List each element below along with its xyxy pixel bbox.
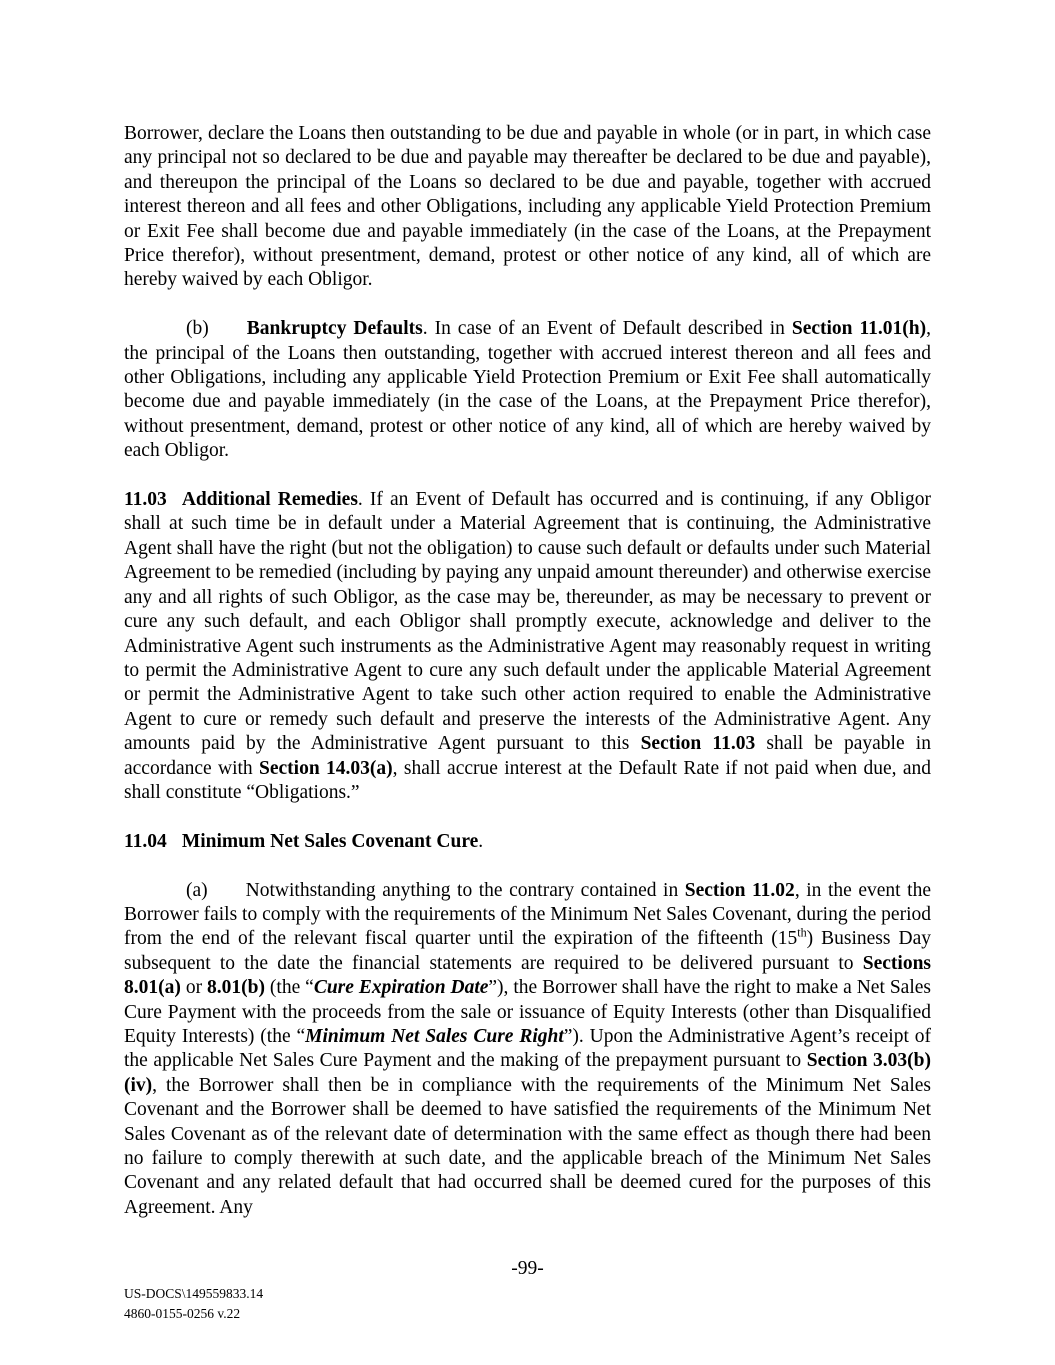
text-run: Section 11.02 xyxy=(684,879,795,901)
text-run: 11.04 xyxy=(124,830,167,852)
text-run: , shall accrue interest at the Default Rate if not paid when due, and shall constitute “Obligations.” xyxy=(124,757,932,803)
text-run: 11.03 xyxy=(124,489,167,511)
text-run: , the principal of the Loans then outstanding, together with accrued interest thereon and all fees and other Obligations, including any applicable Yield Protection Premium or Exit Fee shall automatically become due and payable immediately (in the case of the Loans, at the Prepayment Price therefor), without presentment, demand, protest or other notice of any kind, all of which are hereby waived by each Obligor. xyxy=(124,318,931,462)
text-run: (a) xyxy=(186,879,208,901)
footer-document-codes xyxy=(124,1284,263,1324)
text-run: Section 3.03(b)(iv) xyxy=(124,1050,932,1096)
document-body xyxy=(124,122,931,1245)
text-run: Bankruptcy Defaults xyxy=(246,318,423,340)
text-run: shall be payable in accordance with xyxy=(124,733,931,779)
text-run: ”). Upon the Administrative Agent’s receipt of the applicable Net Sales Cure Payment and the making of the prepayment pursuant to xyxy=(124,1025,931,1072)
paragraph-net-sales-cure xyxy=(124,879,931,1221)
text-run: th xyxy=(797,925,807,940)
text-run: Minimum Net Sales Covenant Cure xyxy=(181,830,479,852)
text-run: Notwithstanding anything to the contrary contained in xyxy=(245,879,685,901)
text-run: Sections 8.01(a) xyxy=(124,952,931,999)
text-run: Section 11.01(h) xyxy=(791,318,927,340)
paragraph-bankruptcy-defaults xyxy=(124,317,931,463)
text-run: Section 11.03 xyxy=(640,733,756,755)
footer-doc-code-line1: US-DOCS\149559833.14 xyxy=(124,1286,264,1301)
text-run: . If an Event of Default has occurred and is continuing, if any Obligor shall at such time be in default under a Material Agreement that is continuing, the Administrative Agent shall have the right (but not the obligation) to cause such default or defaults under such Material Agreement to be remedied (including by paying any unpaid amount thereunder) and otherwise exercise any and all rights of such Obligor, as the case may be, thereunder, as may be necessary to prevent or cure any such default, and each Obligor shall promptly execute, acknowledge and deliver to the Administrative Agent such instruments as the Administrative Agent may reasonably request in writing to permit the Administrative Agent to cure any such default under the applicable Material Agreement or permit the Administrative Agent to take such other action required to enable the Administrative Agent to cure or remedy such default and preserve the interests of the Administrative Agent. Any amounts paid by the Administrative Agent pursuant to this xyxy=(124,489,931,755)
text-run: , in the event the Borrower fails to comply with the requirements of the Minimum Net Sales Covenant, during the period from the end of the relevant fiscal quarter until the expiration of the fifteenth (15 xyxy=(124,879,931,950)
text-run: (b) xyxy=(186,318,209,340)
paragraph-acceleration-continuation xyxy=(124,122,931,293)
text-run: Minimum Net Sales Cure Right xyxy=(305,1025,564,1047)
page-number: -99- xyxy=(511,1258,544,1279)
text-run: Additional Remedies xyxy=(181,489,358,511)
text-run: . In case of an Event of Default described in xyxy=(422,318,792,340)
paragraph-minimum-net-sales-covenant-cure-heading xyxy=(124,830,931,854)
text-run: or xyxy=(180,977,207,999)
text-run: Cure Expiration Date xyxy=(313,977,489,999)
text-run: , the Borrower shall then be in compliance with the requirements of the Minimum Net Sales Covenant and the Borrower shall be deemed to have satisfied the requirements of the Minimum Net Sales Covenant as of the relevant date of determination with the same effect as though there had been no failure to comply therewith at such date, and the applicable breach of the Minimum Net Sales Covenant and any related default that had occurred shall be deemed cured for the purposes of this Agreement. Any xyxy=(124,1074,931,1218)
text-run: ) Business Day subsequent to the date the financial statements are required to be delivered pursuant to xyxy=(124,928,931,974)
text-run: Borrower, declare the Loans then outstanding to be due and payable in whole (or in part, in which case any principal not so declared to be due and payable may thereafter be declared to be due and payable), and thereupon the principal of the Loans so declared to be due and payable, together with accrued interest thereon and all fees and other Obligations, including any applicable Yield Protection Premium or Exit Fee shall become due and payable immediately (in the case of the Loans, at the Prepayment Price therefor), without presentment, demand, protest or other notice of any kind, all of which are hereby waived by each Obligor. xyxy=(124,123,931,291)
text-run: (the “ xyxy=(264,977,314,999)
text-run: 8.01(b) xyxy=(207,977,265,999)
footer-doc-code-line2: 4860-0155-0256 v.22 xyxy=(124,1306,241,1321)
text-run: . xyxy=(478,830,484,852)
paragraph-additional-remedies xyxy=(124,488,931,805)
text-run: ”), the Borrower shall have the right to make a Net Sales Cure Payment with the proceeds from the sale or issuance of Equity Interests (other than Disqualified Equity Interests) (the “ xyxy=(124,977,931,1047)
text-run: Section 14.03(a) xyxy=(259,757,393,779)
